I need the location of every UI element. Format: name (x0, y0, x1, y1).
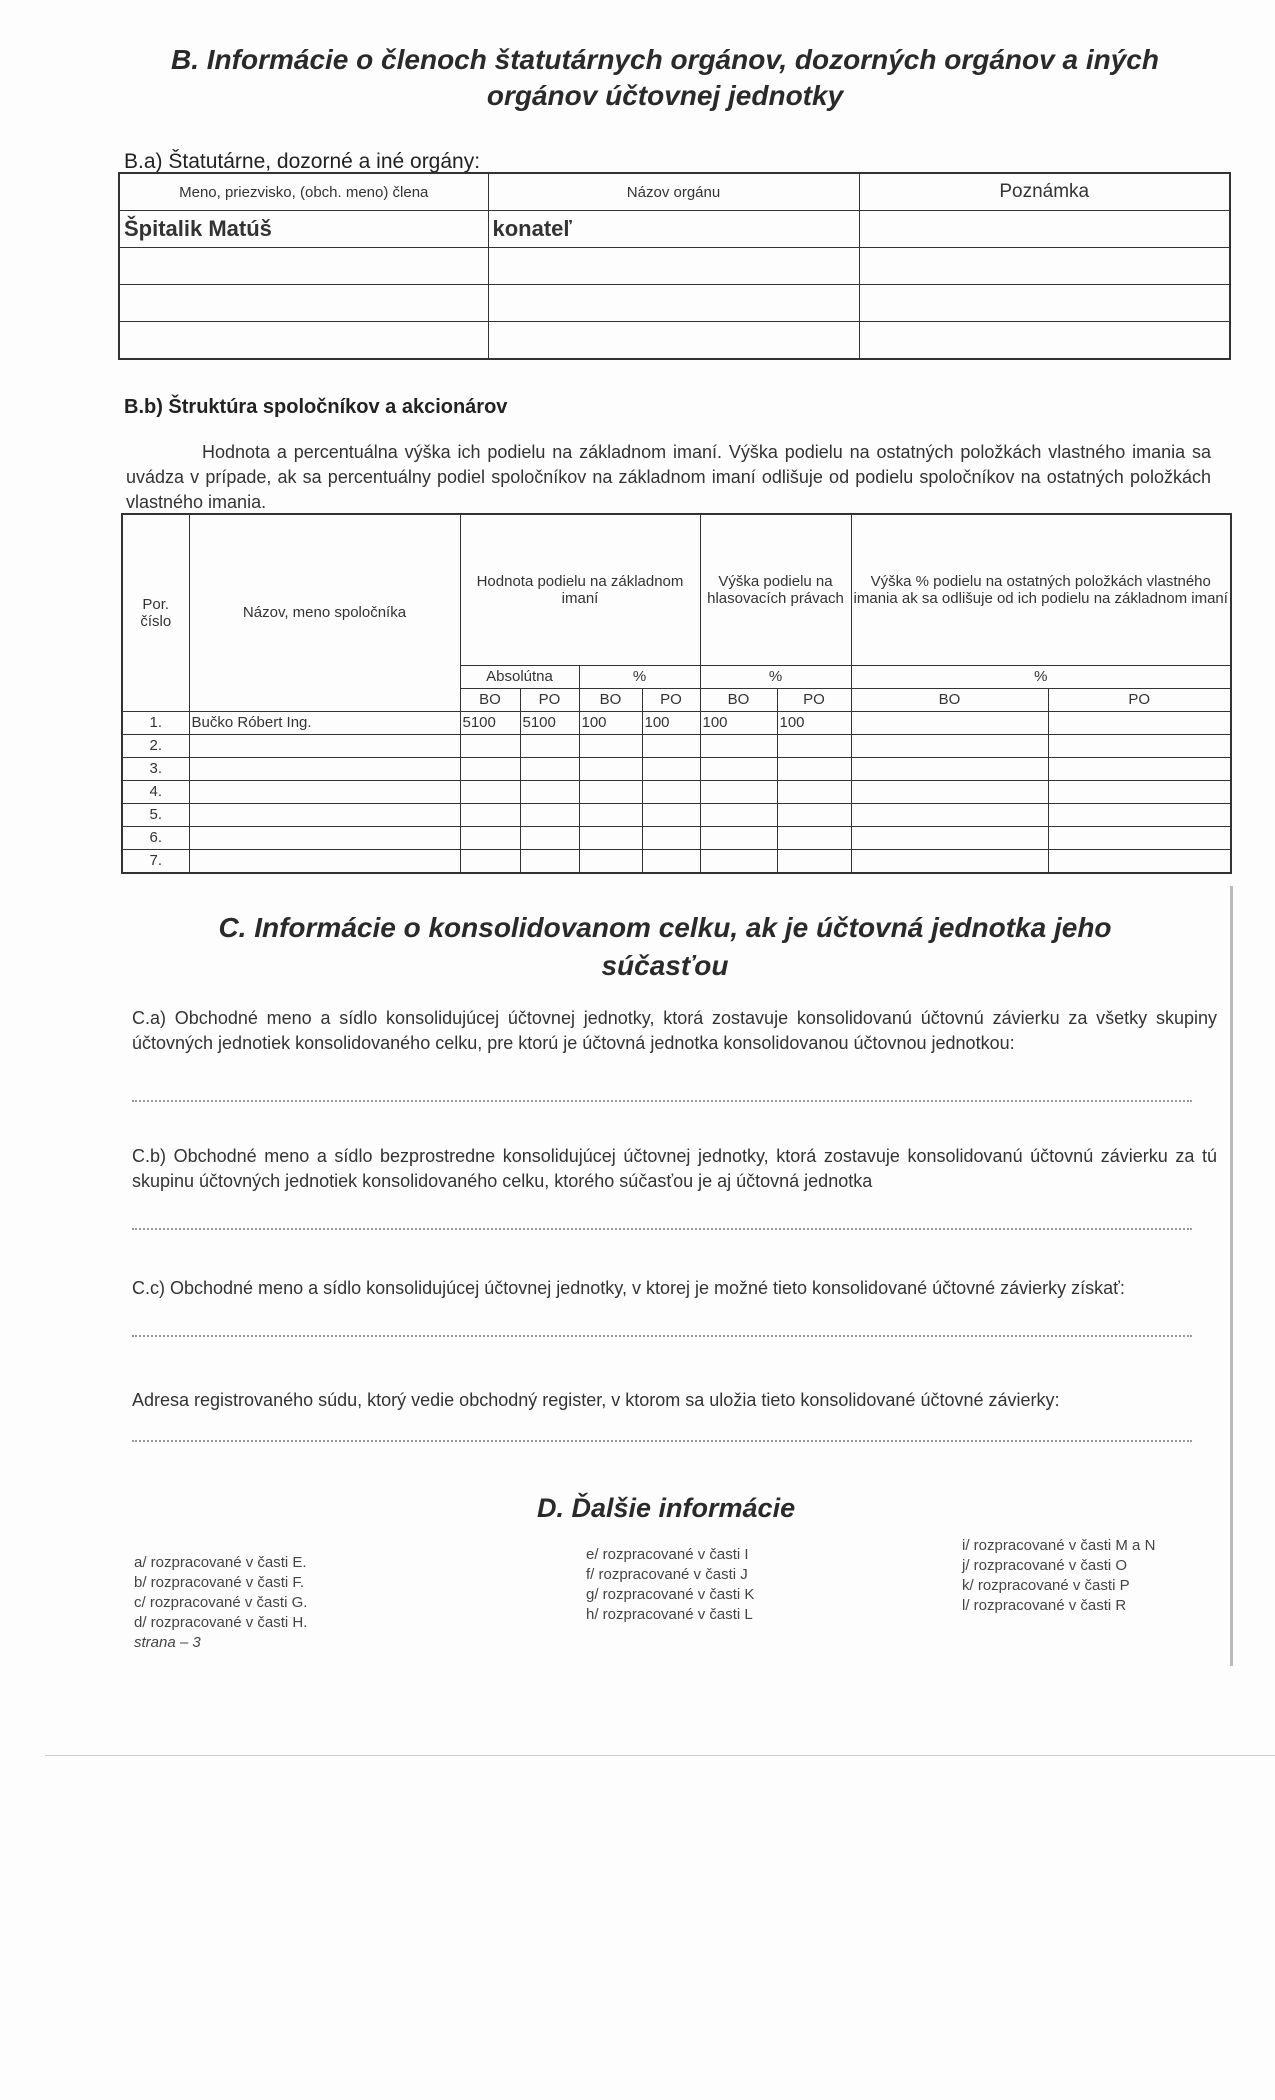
info-item: i/ rozpracované v časti M a N (962, 1537, 1156, 1554)
value-cell (460, 734, 520, 757)
bo-header: BO (460, 688, 520, 711)
sub-pct: % (700, 665, 851, 688)
page-number: strana – 3 (134, 1634, 201, 1651)
address-fill-line (132, 1440, 1192, 1442)
value-cell (642, 803, 700, 826)
shareholder-name (189, 849, 460, 873)
value-cell (1048, 780, 1231, 803)
value-cell: 5100 (460, 711, 520, 734)
row-number: 3. (122, 757, 189, 780)
value-cell (460, 780, 520, 803)
value-cell (777, 780, 851, 803)
col-header-name: Meno, priezvisko, (obch. meno) člena (119, 173, 488, 211)
cell (488, 285, 859, 322)
value-cell (579, 757, 642, 780)
value-cell (642, 849, 700, 873)
value-cell (1048, 711, 1231, 734)
value-cell (520, 849, 579, 873)
info-item: f/ rozpracované v časti J (586, 1566, 748, 1583)
value-cell (460, 849, 520, 873)
info-item: l/ rozpracované v časti R (962, 1597, 1127, 1614)
value-cell (1048, 757, 1231, 780)
table-row (122, 711, 1231, 734)
page-bottom-line (45, 1755, 1275, 1756)
value-cell (851, 826, 1048, 849)
value-cell (777, 849, 851, 873)
row-number: 4. (122, 780, 189, 803)
note (859, 211, 1230, 248)
col-header-note: Poznámka (859, 173, 1230, 211)
value-cell: 100 (579, 711, 642, 734)
cell (859, 322, 1230, 360)
row-number: 6. (122, 826, 189, 849)
shareholder-name (189, 803, 460, 826)
cell (119, 322, 488, 360)
ba-heading: B.a) Štatutárne, dozorné a iné orgány: (124, 150, 481, 173)
value-cell (777, 757, 851, 780)
shareholder-name (189, 826, 460, 849)
value-cell (851, 757, 1048, 780)
organs-table (118, 172, 1231, 360)
table-row (122, 849, 1231, 873)
value-cell (700, 780, 777, 803)
info-item: b/ rozpracované v časti F. (134, 1574, 305, 1591)
table-row (119, 211, 1230, 248)
info-item: d/ rozpracované v časti H. (134, 1614, 308, 1631)
col-header-organ: Názov orgánu (488, 173, 859, 211)
cell (859, 285, 1230, 322)
value-cell (1048, 803, 1231, 826)
cell (488, 322, 859, 360)
value-cell (579, 780, 642, 803)
bb-heading: B.b) Štruktúra spoločníkov a akcionárov (124, 396, 508, 418)
value-cell (579, 734, 642, 757)
sub-pct: % (579, 665, 700, 688)
cell (488, 248, 859, 285)
value-cell (851, 711, 1048, 734)
section-d-title: D. Ďalšie informácie (537, 1493, 796, 1523)
row-number: 2. (122, 734, 189, 757)
value-cell (642, 757, 700, 780)
value-cell: 100 (777, 711, 851, 734)
bo-header: BO (579, 688, 642, 711)
value-cell (700, 757, 777, 780)
value-cell (460, 757, 520, 780)
po-header: PO (777, 688, 851, 711)
cc-text: C.c) Obchodné meno a sídlo konsolidujúcej účtovnej jednotky, v ktorej je možné tieto konsolidované účtovné závierky získať: (132, 1278, 1125, 1298)
value-cell (579, 826, 642, 849)
value-cell (700, 849, 777, 873)
value-cell (642, 734, 700, 757)
info-item: j/ rozpracované v časti O (962, 1557, 1128, 1574)
value-cell (700, 734, 777, 757)
value-cell (460, 826, 520, 849)
value-cell (520, 757, 579, 780)
section-b-title: B. Informácie o členoch štatutárnych orgánov, dozorných orgánov a iných (171, 44, 1159, 75)
value-cell (520, 734, 579, 757)
po-header: PO (520, 688, 579, 711)
info-item: a/ rozpracované v časti E. (134, 1554, 307, 1571)
row-number: 7. (122, 849, 189, 873)
cb-fill-line (132, 1228, 1192, 1230)
info-item: g/ rozpracované v časti K (586, 1586, 755, 1603)
address-text: Adresa registrovaného súdu, ktorý vedie obchodný register, v ktorom sa uložia tieto konsolidované účtovné závierky: (132, 1390, 1060, 1410)
row-number: 1. (122, 711, 189, 734)
info-item: h/ rozpracované v časti L (586, 1606, 753, 1623)
info-list-2 (586, 1545, 754, 1625)
po-header: PO (642, 688, 700, 711)
value-cell (777, 803, 851, 826)
row-number: 5. (122, 803, 189, 826)
value-cell: 100 (700, 711, 777, 734)
value-cell: 100 (642, 711, 700, 734)
value-cell (520, 780, 579, 803)
value-cell (777, 734, 851, 757)
value-cell (851, 803, 1048, 826)
value-cell (700, 803, 777, 826)
info-item: c/ rozpracované v časti G. (134, 1594, 308, 1611)
value-cell (851, 734, 1048, 757)
value-cell (579, 803, 642, 826)
table-row (122, 826, 1231, 849)
header-other: Výška % podielu na ostatných položkách vlastného imania ak sa odlišuje od ich podielu na základnom imaní (851, 514, 1231, 665)
header-por: Por. číslo (122, 514, 189, 711)
table-row (122, 803, 1231, 826)
value-cell (579, 849, 642, 873)
info-list-1 (134, 1553, 307, 1653)
ca-text: C.a) Obchodné meno a sídlo konsolidujúcej účtovnej jednotky, ktorá zostavuje konsolidovanú účtovnú závierku za všetky skupiny účtovných jednotiek konsolidovaného celku, pre ktorú je účtovná jednotka konsolidovanou účtovnou jednotkou: (132, 1008, 1217, 1053)
cc-fill-line (132, 1335, 1192, 1337)
info-item: e/ rozpracované v časti I (586, 1546, 749, 1563)
section-c-title-2: súčasťou (601, 950, 729, 981)
value-cell (851, 780, 1048, 803)
section-b-title-2: orgánov účtovnej jednotky (486, 80, 844, 111)
shareholders-table (121, 513, 1232, 874)
header-voting: Výška podielu na hlasovacích právach (700, 514, 851, 665)
ca-fill-line (132, 1100, 1192, 1102)
shareholder-name (189, 780, 460, 803)
value-cell (460, 803, 520, 826)
shareholder-name (189, 734, 460, 757)
value-cell (1048, 826, 1231, 849)
sub-absolute: Absolútna (460, 665, 579, 688)
value-cell (520, 826, 579, 849)
section-c-title: C. Informácie o konsolidovanom celku, ak je účtovná jednotka jeho (218, 912, 1112, 943)
cell (119, 285, 488, 322)
bo-header: BO (700, 688, 777, 711)
cell (119, 248, 488, 285)
po-header: PO (1048, 688, 1231, 711)
member-name: Špitalik Matúš (119, 211, 488, 248)
header-value: Hodnota podielu na základnom imaní (460, 514, 700, 665)
value-cell: 5100 (520, 711, 579, 734)
cb-text: C.b) Obchodné meno a sídlo bezprostredne konsolidujúcej účtovnej jednotky, ktorá zostavuje konsolidovanú účtovnú závierku za tú skupinu účtovných jednotiek konsolidovaného celku, ktorého súčasťou je aj účtovná jednotka (132, 1146, 1217, 1191)
info-list-3 (962, 1536, 1155, 1616)
value-cell (700, 826, 777, 849)
table-row (122, 757, 1231, 780)
value-cell (642, 780, 700, 803)
scan-edge-line (1230, 886, 1233, 1666)
table-row (119, 285, 1230, 322)
table-row (119, 248, 1230, 285)
value-cell (851, 849, 1048, 873)
value-cell (520, 803, 579, 826)
table-row (119, 322, 1230, 360)
value-cell (1048, 734, 1231, 757)
bb-paragraph: Hodnota a percentuálna výška ich podielu na základnom imaní. Výška podielu na ostatných položkách vlastného imania sa uvádza v prípade, ak sa percentuálny podiel spoločníkov na základnom imaní odlišuje od podielu spoločníkov na ostatných položkách vlastného imania. (126, 442, 1211, 512)
shareholder-name (189, 757, 460, 780)
organ-name: konateľ (488, 211, 859, 248)
header-name: Názov, meno spoločníka (189, 514, 460, 711)
value-cell (777, 826, 851, 849)
table-row (122, 734, 1231, 757)
cell (859, 248, 1230, 285)
value-cell (1048, 849, 1231, 873)
table-row (122, 780, 1231, 803)
shareholder-name: Bučko Róbert Ing. (189, 711, 460, 734)
bo-header: BO (851, 688, 1048, 711)
value-cell (642, 826, 700, 849)
sub-pct: % (851, 665, 1231, 688)
info-item: k/ rozpracované v časti P (962, 1577, 1130, 1594)
